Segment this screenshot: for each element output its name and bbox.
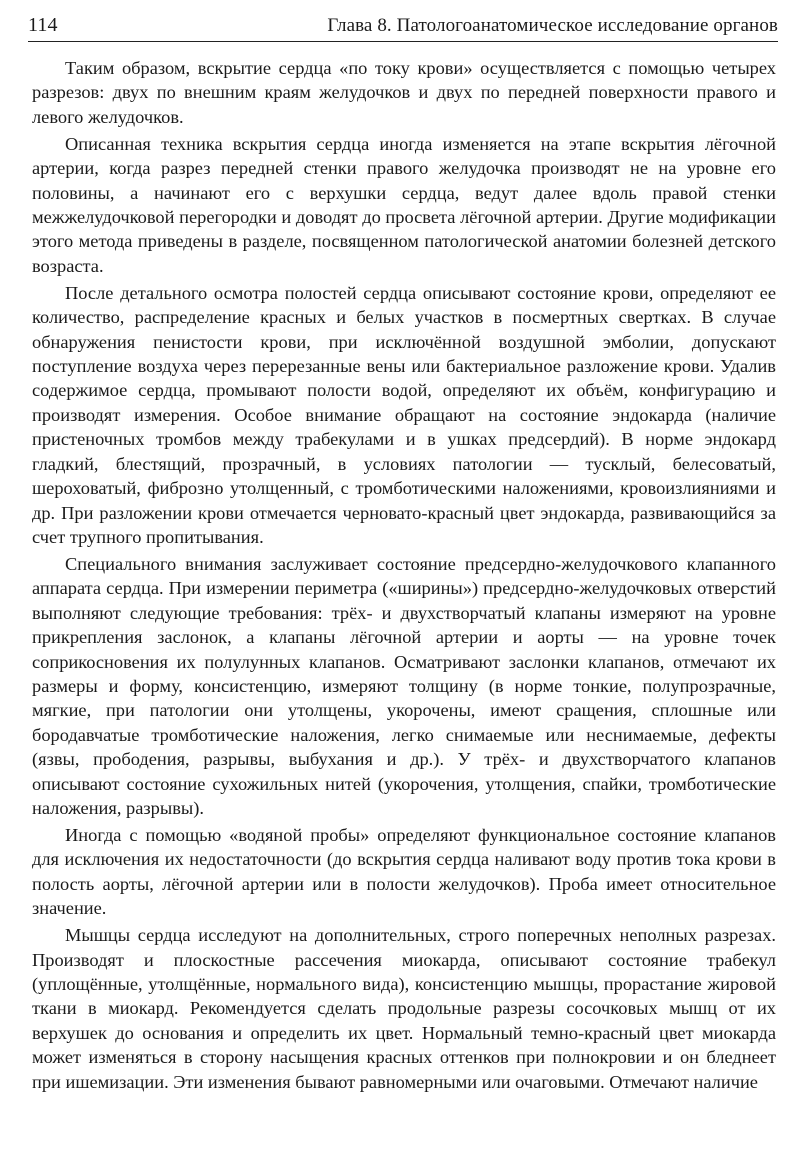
paragraph: Мышцы сердца исследуют на дополнительных, строго поперечных неполных разрезах. Производят и плоскостные рассечения миокарда, описывают состояние трабекул (уплощённые, утолщённые, нормального вида), консистенцию мышцы, прорастание жировой ткани в миокард. Рекомендуется сделать продольные разрезы сосочковых мышц от их верхушек до основания и определить их цвет. Нормальный темно-красный цвет миокарда может изменяться в сторону насыщения красных оттенков при полнокровии и он бледнеет при ишемизации. Эти изменения бывают равномерными или очаговыми. Отмечают наличие — [32, 925, 776, 1092]
paragraph: После детального осмотра полостей сердца описывают состояние крови, определяют ее количество, распределение красных и белых участков в посмертных свертках. В случае обнаружения пенистости крови, при исключённой воздушной эмболии, допускают поступление воздуха через перерезанные вены или бактериальное разложение крови. Удалив содержимое сердца, промывают полости водой, определяют их объём, конфигурацию и производят измерения. Особое внимание обращают на состояние эндокарда (наличие пристеночных тромбов между трабекулами и в ушках предсердий). В норме эндокард гладкий, блестящий, прозрачный, в условиях патологии — тусклый, белесоватый, шероховатый, фиброзно утолщенный, с тромботическими наложениями, кровоизлияниями и др. При разложении крови отмечается черновато-красный цвет эндокарда, развивающийся за счет трупного пропитывания. — [32, 282, 776, 547]
paragraph: Специального внимания заслуживает состояние предсердно-желудочкового клапанного аппарата сердца. При измерении периметра («ширины») предсердно-желудочковых отверстий выполняют следующие требования: трёх- и двухстворчатый клапаны измеряют на уровне прикрепления заслонок, а клапаны лёгочной артерии и аорты — на уровне точек соприкосновения их полулунных клапанов. Осматривают заслонки клапанов, отмечают их размеры и форму, консистенцию, измеряют толщину (в норме тонкие, полупрозрачные, мягкие, при патологии они утолщены, укорочены, имеют сращения, сплошные или бородавчатые тромботические наложения, легко снимаемые или неснимаемые, дефекты (язвы, прободения, разрывы, выбухания и др.). У трёх- и двухстворчатого клапанов описывают состояние сухожильных нитей (укорочения, утолщения, спайки, тромботические наложения, разрывы). — [32, 553, 776, 818]
running-header — [28, 14, 778, 38]
page-number: 114 — [28, 14, 58, 36]
chapter-title: Глава 8. Патологоанатомическое исследование органов — [327, 15, 778, 36]
paragraph: Иногда с помощью «водяной пробы» определяют функциональное состояние клапанов для исключения их недостаточности (до вскрытия сердца наливают воду против тока крови в полость аорты, лёгочной артерии или в полости желудочков). Проба имеет относительное значение. — [32, 824, 776, 919]
paragraph: Таким образом, вскрытие сердца «по току крови» осуществляется с помощью четырех разрезов: двух по внешним краям желудочков и двух по передней поверхности правого и левого желудочков. — [32, 58, 776, 127]
header-rule — [28, 41, 778, 42]
body-text — [32, 56, 776, 1094]
paragraph: Описанная техника вскрытия сердца иногда изменяется на этапе вскрытия лёгочной артерии, когда разрез передней стенки правого желудочка производят не на уровне его половины, а начинают его с верхушки сердца, ведут далее вдоль правой стенки межжелудочковой перегородки и доводят до просвета лёгочной артерии. Другие модификации этого метода приведены в разделе, посвященном патологической анатомии болезней детского возраста. — [32, 133, 776, 276]
